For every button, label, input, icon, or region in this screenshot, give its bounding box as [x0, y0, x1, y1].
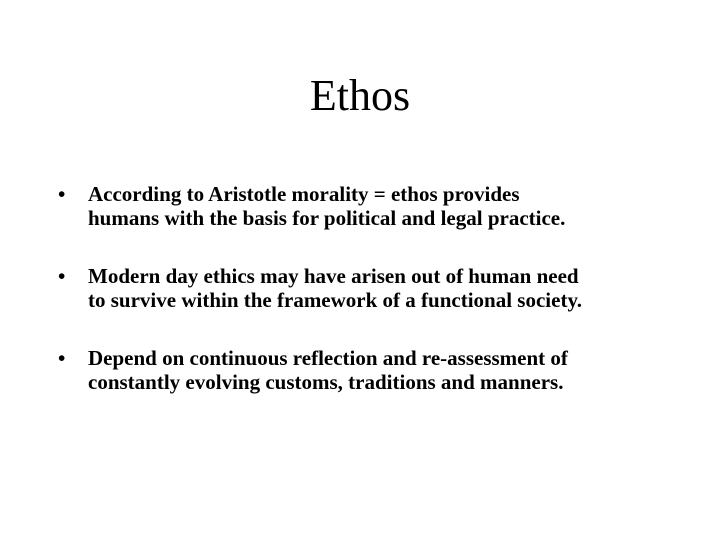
bullet-line: to survive within the framework of a functional society. [88, 288, 583, 312]
bullet-icon: • [58, 346, 66, 370]
bullet-item [58, 182, 678, 230]
bullet-item [58, 264, 678, 312]
bullet-line: According to Aristotle morality = ethos provides [88, 182, 520, 206]
bullet-icon: • [58, 264, 66, 288]
bullet-line: Modern day ethics may have arisen out of human need [88, 264, 579, 288]
bullet-line: constantly evolving customs, traditions and manners. [88, 370, 564, 394]
bullet-list [58, 182, 678, 428]
bullet-line: humans with the basis for political and legal practice. [88, 206, 566, 230]
bullet-line: Depend on continuous reflection and re-assessment of [88, 346, 568, 370]
bullet-icon: • [58, 182, 66, 206]
slide-title: Ethos [309, 71, 411, 120]
bullet-item [58, 346, 678, 394]
